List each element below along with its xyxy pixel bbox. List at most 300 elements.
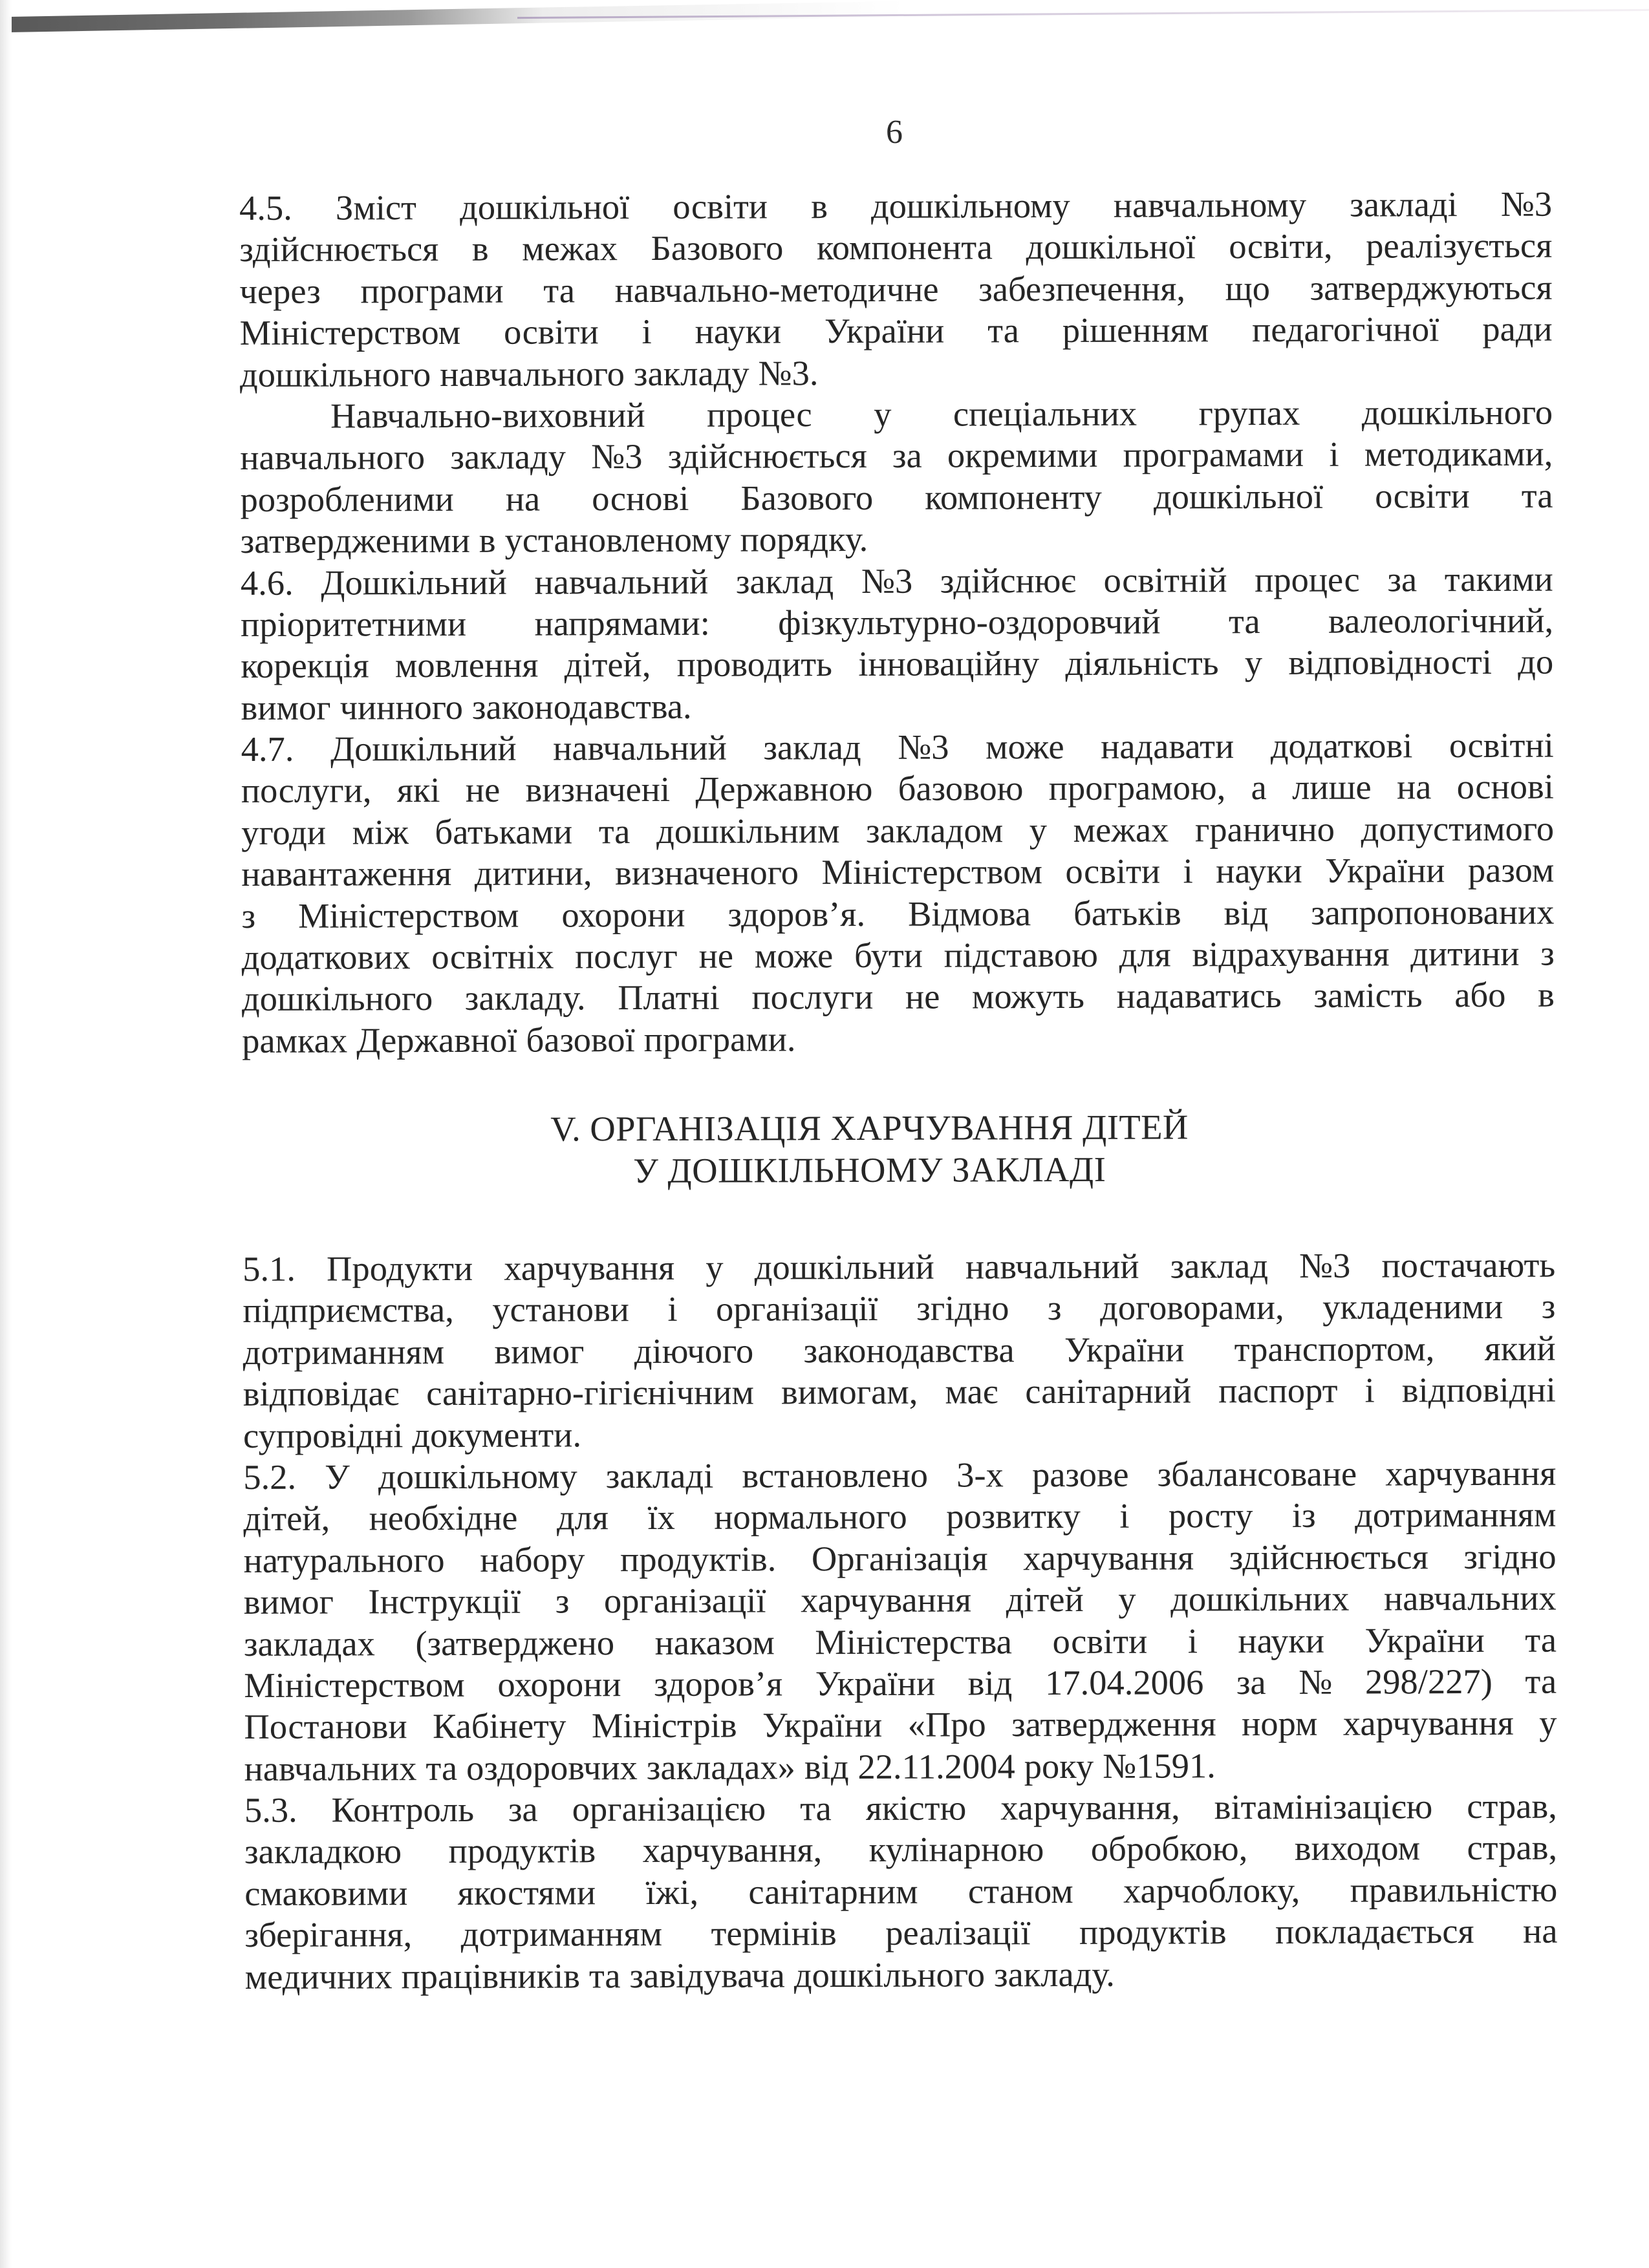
word: з	[1541, 1287, 1556, 1327]
word: закладу	[633, 353, 749, 393]
word: росту	[1168, 1495, 1253, 1535]
text-line	[240, 308, 1553, 354]
word: постачають	[1381, 1245, 1556, 1285]
word: харчування,	[1000, 1787, 1180, 1828]
text-line	[241, 850, 1554, 895]
word: із	[1291, 1495, 1316, 1535]
word: інноваційну	[858, 643, 1040, 684]
word: здоров’я	[654, 1664, 783, 1704]
word: реалізується	[1366, 226, 1553, 266]
word: транспортом,	[1234, 1328, 1435, 1369]
word: договорами,	[1099, 1287, 1284, 1328]
word: законодавства.	[471, 686, 692, 727]
word: бути	[854, 935, 923, 976]
word: дитини	[1410, 933, 1520, 974]
text-line	[241, 517, 1553, 562]
word: харчування	[1342, 1703, 1514, 1743]
word: валеологічний,	[1328, 600, 1554, 641]
text-line	[240, 433, 1553, 479]
word: охорони	[561, 894, 685, 935]
word: базовою	[898, 768, 1024, 809]
text-line	[244, 1868, 1557, 1914]
word: освіти	[1375, 475, 1470, 516]
word: організації	[716, 1289, 878, 1329]
word: в	[471, 229, 489, 269]
scan-left-shadow	[0, 0, 12, 2268]
word: та	[543, 270, 576, 310]
word: компонента	[816, 227, 993, 268]
word: між	[352, 812, 409, 852]
text-line	[241, 766, 1554, 812]
word: освіти	[673, 186, 768, 226]
word: харчування	[1385, 1453, 1557, 1493]
text-line	[244, 1619, 1557, 1665]
paragraph-4-7	[241, 725, 1555, 1062]
word: «Про	[907, 1704, 986, 1745]
page-number: 6	[886, 114, 903, 151]
text-line	[243, 1369, 1556, 1415]
text-line	[243, 1453, 1556, 1499]
word: чинного	[339, 687, 464, 727]
word: відрахування	[1192, 934, 1390, 974]
word: 298/227)	[1364, 1661, 1493, 1702]
word: у	[1118, 1579, 1136, 1619]
word: та	[987, 310, 1019, 350]
word: дотриманням	[1354, 1494, 1557, 1535]
word: з	[241, 895, 256, 936]
word: послуги,	[241, 770, 372, 811]
word: з	[1047, 1288, 1062, 1328]
word: та	[588, 1955, 621, 1995]
word: на	[1522, 1910, 1558, 1951]
word: натурального	[243, 1539, 445, 1580]
word: законодавства	[803, 1330, 1015, 1371]
text-line	[242, 1245, 1555, 1290]
word: освіти	[1065, 851, 1161, 892]
word: 4.6.	[240, 562, 294, 603]
word: і	[1187, 1620, 1198, 1660]
word: організації	[603, 1580, 766, 1621]
word: необхідне	[369, 1498, 518, 1538]
text-line	[241, 558, 1553, 604]
word: дошкільної	[459, 187, 630, 227]
word: який	[1484, 1328, 1556, 1368]
word: дотриманням	[242, 1331, 445, 1372]
word: за	[892, 436, 922, 476]
word: або	[1454, 975, 1506, 1015]
word: навчальний	[553, 727, 727, 768]
word: норм	[1242, 1704, 1318, 1744]
word: санітарно-гігієнічним	[426, 1372, 755, 1413]
word: Базового	[651, 228, 784, 268]
word: і	[667, 1289, 678, 1329]
word: виходом	[1294, 1828, 1421, 1868]
word: Інструкції	[368, 1581, 521, 1621]
word: дошкільного	[241, 978, 433, 1019]
word: освітній	[1103, 559, 1227, 600]
word: дошкільний	[754, 1246, 934, 1287]
word: навчальних	[244, 1748, 417, 1788]
text-line	[241, 683, 1553, 729]
word: Державної	[356, 1020, 517, 1060]
text-line	[239, 184, 1552, 230]
word: у	[706, 1247, 724, 1287]
word: має	[945, 1371, 998, 1411]
word: дошкільних	[1170, 1578, 1350, 1619]
word: підставою	[943, 934, 1099, 975]
word: заклад	[763, 727, 861, 767]
word: межах	[1073, 809, 1169, 850]
word: паспорт	[1218, 1370, 1338, 1411]
word: затверджуються	[1310, 267, 1553, 308]
word: процес	[706, 394, 812, 434]
word: установленому	[504, 519, 731, 560]
word: Міністрів	[591, 1705, 737, 1746]
word: Зміст	[335, 187, 417, 228]
word: встановлено	[742, 1455, 929, 1495]
text-line	[240, 475, 1553, 520]
word: здійснюється	[667, 436, 867, 476]
word: замість	[1313, 975, 1423, 1016]
word: в	[479, 520, 496, 560]
word: харчування	[504, 1247, 675, 1288]
section-heading-line-1: V. ОРГАНІЗАЦІЯ ХАРЧУВАННЯ ДІТЕЙ	[550, 1107, 1189, 1149]
word: навчальних	[1383, 1578, 1557, 1618]
word: реалізації	[885, 1912, 1031, 1953]
word: (затверджено	[415, 1622, 615, 1663]
word: послуги	[751, 977, 874, 1017]
word: запропонованих	[1311, 892, 1555, 932]
word: дошкільного	[1361, 392, 1553, 433]
word: від	[967, 1663, 1013, 1703]
word: проводить	[676, 644, 833, 685]
word: Міністерством	[239, 312, 461, 353]
section-5-heading	[242, 1106, 1555, 1193]
word: №3	[1299, 1245, 1351, 1285]
word: закладі	[605, 1455, 714, 1496]
word: підприємства,	[242, 1290, 454, 1331]
word: дошкільної	[1153, 476, 1324, 517]
word: угоди	[241, 812, 327, 852]
word: якістю	[865, 1788, 967, 1828]
text-line	[239, 266, 1552, 312]
word: а	[1251, 767, 1267, 808]
word: Платні	[618, 978, 720, 1018]
word: науки	[695, 311, 782, 351]
word: з	[1540, 933, 1555, 973]
word: відповідає	[242, 1373, 400, 1414]
word: оздоровчих	[466, 1747, 638, 1788]
word: і	[1183, 851, 1193, 891]
word: дошкільному	[378, 1456, 577, 1497]
word: навчально-методичне	[614, 269, 939, 310]
word: допустимого	[1361, 808, 1555, 849]
word: разове	[1031, 1454, 1129, 1495]
word: програми	[360, 270, 504, 311]
word: науки	[1238, 1620, 1325, 1660]
word: базової	[526, 1019, 635, 1060]
word: на	[1396, 767, 1432, 807]
word: смаковими	[244, 1873, 408, 1913]
word: Постанови	[244, 1706, 407, 1747]
word: та	[1525, 1620, 1557, 1660]
word: закладкою	[244, 1831, 402, 1872]
word: через	[239, 271, 321, 311]
paragraph-5-3	[244, 1786, 1558, 1998]
word: мовлення	[394, 645, 539, 685]
word: працівників	[401, 1956, 580, 1996]
word: і	[1329, 434, 1339, 475]
word: від	[804, 1746, 849, 1786]
word: №	[1299, 1662, 1333, 1702]
word: педагогічної	[1252, 309, 1439, 350]
word: якостями	[457, 1872, 596, 1912]
word: затвердження	[1011, 1704, 1216, 1744]
text-line	[244, 1827, 1557, 1873]
word: України	[1325, 850, 1445, 890]
word: здоров’я.	[727, 893, 866, 934]
word: збалансоване	[1157, 1453, 1357, 1494]
text-line	[240, 392, 1553, 438]
word: за	[508, 1789, 538, 1829]
word: основі	[592, 478, 689, 519]
text-line	[244, 1578, 1557, 1623]
word: лише	[1292, 767, 1372, 808]
word: та	[1521, 475, 1553, 515]
word: групах	[1198, 392, 1300, 433]
word: закладі	[1350, 184, 1458, 224]
word: надавати	[1101, 726, 1234, 766]
word: Продукти	[327, 1248, 473, 1289]
word: освітніх	[431, 936, 554, 977]
text-line	[241, 808, 1554, 853]
text-line	[241, 891, 1554, 937]
word: дошкільного	[239, 354, 431, 394]
word: що	[1225, 268, 1271, 308]
word: закладах	[243, 1623, 375, 1664]
word: здійснюється	[239, 229, 439, 270]
word: за	[1236, 1662, 1266, 1702]
word: України	[762, 1705, 883, 1745]
word: навчальному	[1113, 184, 1307, 225]
word: України	[815, 1663, 936, 1704]
word: діючого	[634, 1331, 754, 1371]
word: установи	[492, 1289, 629, 1330]
word: кулінарною	[868, 1829, 1044, 1870]
word: програми.	[643, 1019, 796, 1059]
word: разом	[1467, 850, 1555, 890]
word: спеціальних	[953, 393, 1137, 434]
word: закладу.	[464, 978, 586, 1018]
word: науки	[1216, 851, 1302, 891]
word: України	[824, 310, 945, 351]
word: 4.7.	[241, 729, 294, 769]
document-body	[239, 184, 1558, 1998]
word: харчування	[801, 1579, 972, 1620]
word: у	[1244, 643, 1263, 683]
word: здійснює	[940, 560, 1076, 601]
word: Державною	[695, 769, 873, 809]
word: заклад	[1170, 1246, 1269, 1286]
word: для	[556, 1497, 609, 1537]
word: батьків	[1073, 893, 1181, 933]
word: не	[465, 770, 501, 810]
word: визначені	[525, 769, 671, 810]
word: згідно	[916, 1288, 1009, 1329]
word: освіти	[503, 312, 599, 352]
word: у	[874, 394, 892, 434]
word: здійснюється	[1229, 1536, 1428, 1577]
word: затвердженими	[240, 520, 470, 561]
text-line	[244, 1910, 1557, 1956]
word: нормального	[714, 1497, 907, 1537]
word: не	[905, 977, 940, 1017]
word: на	[505, 478, 541, 519]
word: харчоблоку,	[1123, 1870, 1300, 1910]
word: дитини,	[474, 853, 592, 893]
word: навчальний	[534, 561, 709, 602]
word: навчального	[440, 353, 625, 394]
text-line	[243, 1327, 1556, 1373]
word: для	[1119, 934, 1171, 974]
word: закладу	[450, 436, 566, 477]
word: Базового	[740, 477, 874, 518]
word: закладом	[866, 810, 1004, 850]
word: України	[1064, 1329, 1185, 1369]
paragraph-5-1	[242, 1245, 1556, 1457]
word: може	[754, 936, 834, 976]
word: навчального	[240, 437, 426, 478]
word: правильністю	[1350, 1869, 1558, 1910]
word: наказом	[654, 1621, 775, 1662]
word: і	[641, 312, 652, 352]
word: дітей	[1006, 1579, 1084, 1620]
text-line	[242, 1016, 1555, 1062]
word: згідно	[1463, 1536, 1557, 1576]
word: дошкільної	[1026, 226, 1196, 267]
word: дошкільного	[793, 1954, 986, 1995]
word: пріоритетними	[241, 603, 467, 644]
word: №3	[898, 727, 949, 767]
word: ради	[1482, 308, 1553, 349]
word: межах	[522, 228, 618, 269]
word: до	[1518, 641, 1554, 682]
word: №3	[591, 436, 643, 476]
word: освітні	[1449, 725, 1554, 765]
word: вимог	[243, 1581, 334, 1622]
word: охорони	[497, 1664, 621, 1704]
text-line	[241, 725, 1554, 771]
word: визначеного	[615, 852, 799, 893]
word: страв,	[1467, 1828, 1558, 1868]
text-line	[244, 1702, 1557, 1748]
word: відповідності	[1288, 642, 1493, 683]
word: набору	[480, 1539, 585, 1579]
word: року	[1024, 1746, 1094, 1786]
word: покладається	[1275, 1911, 1474, 1952]
word: методиками,	[1364, 433, 1553, 474]
word: окремими	[947, 435, 1098, 475]
text-line	[242, 933, 1555, 979]
word: та	[1228, 601, 1260, 641]
word: закладах»	[646, 1747, 795, 1787]
word: компоненту	[925, 476, 1102, 517]
word: гранично	[1194, 809, 1335, 850]
word: Контроль	[331, 1789, 475, 1830]
word: і	[1119, 1496, 1130, 1536]
word: 22.11.2004	[857, 1746, 1015, 1786]
word: обробкою,	[1090, 1828, 1248, 1869]
word: і	[1364, 1370, 1375, 1410]
text-line	[244, 1661, 1557, 1707]
text-line	[244, 1786, 1557, 1832]
word: відповідні	[1401, 1369, 1556, 1410]
word: санітарний	[1025, 1371, 1192, 1411]
word: продуктів	[448, 1830, 596, 1871]
word: від	[1223, 892, 1269, 932]
word: медичних	[244, 1956, 393, 1996]
word: №3.	[758, 352, 819, 393]
word: додаткових	[241, 937, 411, 978]
text-line	[240, 350, 1553, 396]
word: дошкільним	[656, 810, 840, 851]
word: №3	[1500, 184, 1553, 224]
word: зберігання,	[244, 1914, 413, 1955]
word: у	[1539, 1702, 1557, 1743]
paragraph-4-6	[241, 558, 1554, 729]
word: у	[1029, 809, 1048, 850]
word: Відмова	[907, 893, 1031, 934]
word: такими	[1444, 559, 1553, 599]
text-line	[241, 600, 1553, 646]
word: дотриманням	[460, 1914, 663, 1954]
word: та	[426, 1748, 458, 1788]
word: Дошкільний	[321, 562, 507, 603]
word: України	[1364, 1620, 1485, 1660]
word: дітей,	[564, 645, 651, 685]
paragraph-4-5-special-groups	[240, 392, 1553, 562]
text-line	[242, 974, 1555, 1020]
word: розвитку	[946, 1496, 1081, 1536]
word: закладу.	[993, 1954, 1115, 1995]
word: 4.5.	[239, 187, 292, 228]
word: розробленими	[240, 478, 454, 519]
text-line	[244, 1535, 1557, 1581]
word: 5.1.	[242, 1248, 296, 1289]
word: супровідні	[242, 1415, 404, 1455]
word: батьками	[435, 811, 573, 851]
word: Кабінету	[432, 1706, 566, 1746]
word: 3-х	[956, 1455, 1004, 1495]
word: які	[396, 770, 440, 810]
word: освіти	[1052, 1621, 1148, 1661]
text-line	[239, 225, 1552, 271]
word: діяльність	[1065, 643, 1219, 683]
word: 17.04.2006	[1044, 1662, 1204, 1703]
word: вітамінізацією	[1214, 1786, 1433, 1827]
word: фізкультурно-оздоровчий	[778, 601, 1161, 643]
word: харчування,	[642, 1830, 823, 1870]
word: санітарним	[748, 1871, 918, 1912]
word: з	[555, 1581, 570, 1621]
word: напрямами:	[534, 603, 710, 643]
word: страв,	[1467, 1786, 1557, 1826]
word: продуктів	[1079, 1912, 1227, 1952]
word: Організація	[811, 1538, 988, 1578]
word: Дошкільний	[330, 728, 517, 769]
word: додаткові	[1270, 725, 1413, 766]
word: Міністерством	[244, 1664, 465, 1705]
